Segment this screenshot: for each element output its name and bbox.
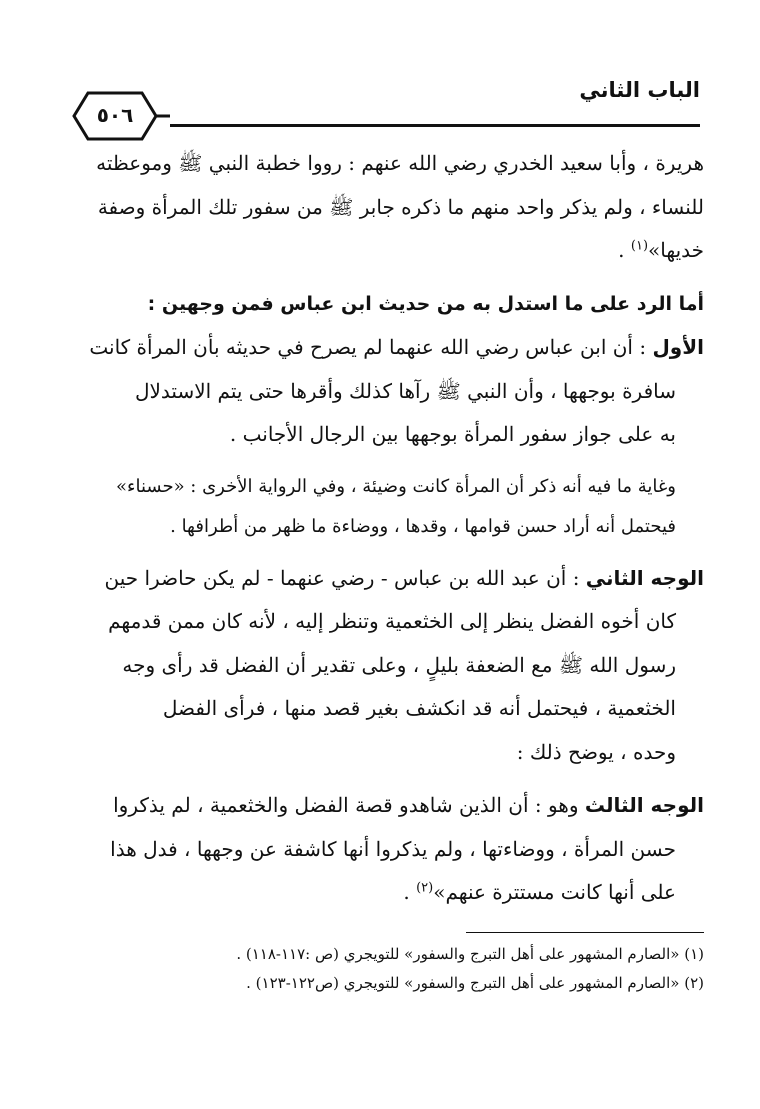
page-number-badge xyxy=(60,90,170,142)
paragraph-third-aspect xyxy=(60,784,704,915)
text-line: على أنها كانت مستترة عنهم» xyxy=(433,880,676,904)
page-number: ٥٠٦ xyxy=(96,103,134,127)
text-line: للنساء ، ولم يذكر واحد منهم ما ذكره جابر ﷺ من سفور تلك المرأة وصفة xyxy=(97,194,704,219)
page-header xyxy=(60,70,700,138)
section-heading: أما الرد على ما استدل به من حديث ابن عباس فمن وجهين : xyxy=(147,292,704,315)
header-rule xyxy=(170,124,700,127)
text-line: هريرة ، وأبا سعيد الخدري رضي الله عنهم : رووا خطبة النبي ﷺ وموعظته xyxy=(96,151,704,175)
text-line: الخثعمية ، فيحتمل أنه قد انكشف بغير قصد منها ، فرأى الفضل xyxy=(162,696,676,720)
chapter-title: الباب الثاني xyxy=(579,78,700,102)
text-line: : أن ابن عباس رضي الله عنهما لم يصرح في حديثه بأن المرأة كانت xyxy=(89,335,653,359)
paragraph-note xyxy=(60,467,704,547)
text-line: به على جواز سفور المرأة بوجهها بين الرجال الأجانب . xyxy=(229,422,676,446)
text-line: خديها» xyxy=(648,238,704,262)
paragraph-continuation xyxy=(60,142,704,273)
footnote-ref: (١) xyxy=(630,238,649,254)
footnote-1: (١) «الصارم المشهور على أهل التبرج والسفور» للتويجري (ص :١١٧-١١٨) . xyxy=(236,945,704,963)
text-line: رسول الله ﷺ مع الضعفة بليلٍ ، وعلى تقدير أن الفضل قد رأى وجه xyxy=(122,652,676,677)
text-line: حسن المرأة ، ووضاءتها ، ولم يذكروا أنها كاشفة عن وجهها ، فدل هذا xyxy=(110,836,676,861)
second-aspect-label: الوجه الثاني xyxy=(585,565,704,590)
text-line: وهو : أن الذين شاهدو قصة الفضل والخثعمية ، لم يذكروا xyxy=(113,793,585,817)
text-line: فيحتمل أنه أراد حسن قوامها ، وقدها ، ووضاءة ما ظهر من أطرافها . xyxy=(170,515,676,537)
text-line: . xyxy=(403,880,417,904)
first-aspect-label: الأول xyxy=(652,335,704,359)
text-line: . xyxy=(618,238,631,262)
text-line: وغاية ما فيه أنه ذكر أن المرأة كانت وضيئة ، وفي الرواية الأخرى : «حسناء» xyxy=(116,475,676,497)
text-line: كان أخوه الفضل ينظر إلى الخثعمية وتنظر إليه ، لأنه كان ممن قدمهم xyxy=(108,609,676,633)
paragraph-second-aspect xyxy=(60,557,704,775)
paragraph-first-aspect xyxy=(60,326,704,457)
text-line: : أن عبد الله بن عباس - رضي عنهما - لم يكن حاضرا حين xyxy=(104,565,586,590)
footnote-ref: (٢) xyxy=(416,880,434,896)
footnote-2: (٢) «الصارم المشهور على أهل التبرج والسفور» للتويجري (ص١٢٢-١٢٣) . xyxy=(246,974,704,992)
text-line: سافرة بوجهها ، وأن النبي ﷺ رآها كذلك وأقرها حتى يتم الاستدلال xyxy=(134,378,676,403)
third-aspect-label: الوجه الثالث xyxy=(584,793,704,817)
text-line: وحده ، يوضح ذلك : xyxy=(516,739,676,764)
footnote-separator xyxy=(466,932,704,933)
footnotes xyxy=(64,940,704,998)
page-body xyxy=(60,142,704,915)
